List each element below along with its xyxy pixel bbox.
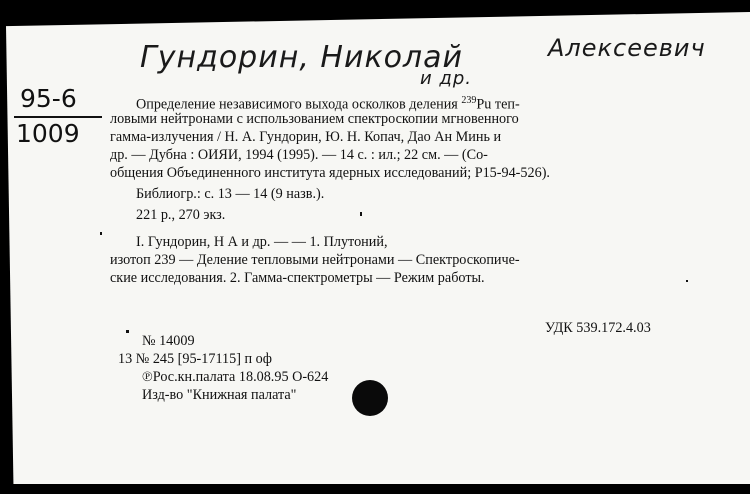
entry-line-4: др. — Дубна : ОИЯИ, 1994 (1995). — 14 с. : ил.; 22 см. — (Со- bbox=[110, 147, 488, 163]
publisher-line: Изд-во "Книжная палата" bbox=[142, 387, 297, 403]
entry-line-2: ловыми нейтронами с использованием спектроскопии мгновенного bbox=[110, 111, 519, 127]
handwritten-et-al: и др. bbox=[420, 68, 473, 89]
entry-line-5: общения Объединенного института ядерных исследований; Р15-94-526). bbox=[110, 165, 550, 181]
shelfmark-divider bbox=[14, 116, 102, 118]
record-number: № 14009 bbox=[142, 333, 195, 349]
isotope-mass: 239 bbox=[461, 95, 477, 106]
registration-line: 13 № 245 [95-17115] п оф bbox=[118, 351, 272, 367]
speck bbox=[360, 212, 362, 216]
bibliography-note: Библиогр.: с. 13 — 14 (9 назв.). bbox=[136, 186, 325, 202]
shelfmark-bottom: 1009 bbox=[16, 119, 80, 148]
udc-code: УДК 539.172.4.03 bbox=[545, 320, 651, 336]
entry-line-1: Определение независимого выхода осколков деления $^{239}$Pu теп- bbox=[136, 95, 520, 113]
speck bbox=[100, 232, 102, 235]
handwritten-patronymic: Алексеевич bbox=[548, 34, 706, 62]
copyright-icon: ℗ bbox=[142, 369, 153, 385]
shelfmark-top: 95-6 bbox=[20, 84, 77, 113]
book-chamber-line: ℗Рос.кн.палата 18.08.95 О-624 bbox=[142, 369, 329, 385]
entry-line-3: гамма-излучения / Н. А. Гундорин, Ю. Н. Копач, Дао Ан Минь и bbox=[110, 129, 502, 145]
ink-stamp-blot bbox=[352, 380, 388, 416]
speck bbox=[686, 280, 688, 282]
tracing-line-1: I. Гундорин, Н А и др. — — 1. Плутоний, bbox=[136, 234, 388, 250]
print-run: 221 р., 270 экз. bbox=[136, 207, 226, 223]
tracing-line-2: изотоп 239 — Деление тепловыми нейтронами — Спектроскопиче- bbox=[110, 252, 520, 268]
handwritten-author-name: Гундорин, Николай bbox=[140, 40, 463, 75]
speck bbox=[126, 330, 129, 333]
tracing-line-3: ские исследования. 2. Гамма-спектрометры — Режим работы. bbox=[110, 270, 485, 286]
